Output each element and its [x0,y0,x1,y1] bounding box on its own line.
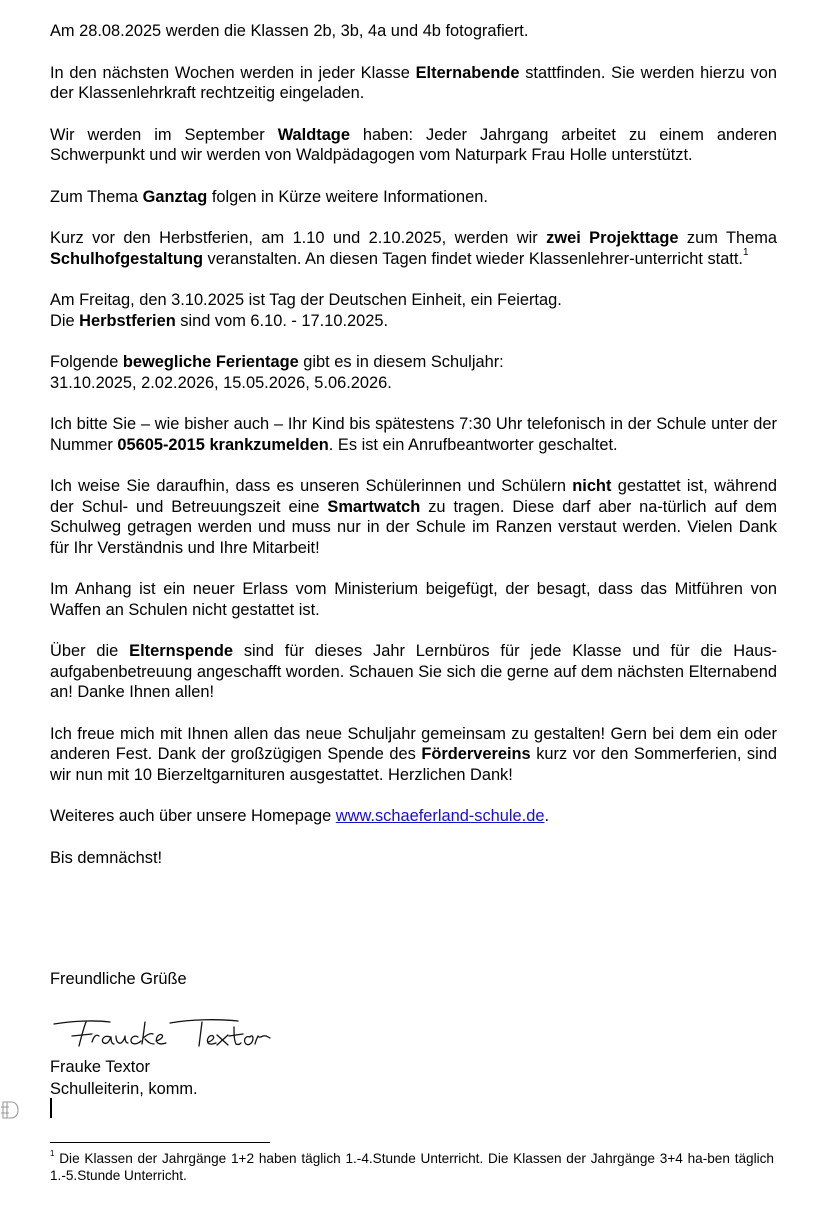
paragraph-project-days: Kurz vor den Herbstferien, am 1.10 und 2.10.2025, werden wir zwei Projekttage zum Thema Schulhofgestaltung veranstalten. An diesen Tagen findet wieder Klassenlehrer-unterricht statt.$^1$ [50,229,777,268]
paragraph-weapons-decree: Im Anhang ist ein neuer Erlass vom Ministerium beigefügt, der besagt, dass das Mitführen von Waffen an Schulen nicht gestattet ist. [50,580,777,619]
paragraph-parent-evenings: In den nächsten Wochen werden in jeder Klasse Elternabende stattfinden. Sie werden hierzu von der Klassenlehrkraft rechtzeitig eingeladen. [50,63,777,102]
sender-name: Frauke Textor [50,1058,150,1076]
closing-greeting: Freundliche Grüße [50,970,187,988]
paragraph-all-day-school: Zum Thema Ganztag folgen in Kürze weitere Informationen. [50,187,488,206]
text-cursor [50,1098,52,1118]
sender-role: Schulleiterin, komm. [50,1080,198,1098]
signature-image [52,1010,272,1056]
sender-block [50,1056,198,1100]
paragraph-smartwatch: Ich weise Sie daraufhin, dass es unseren Schülerinnen und Schülern nicht gestattet ist, während der Schul- und Betreuungszeit eine Smartwatch zu tragen. Diese darf aber na-türlich auf dem Schulweg getragen werden und muss nur in der Schule im Ranzen verstaut werden. Vielen Dank für Ihr Verständnis und Ihre Mitarbeit! [50,477,777,557]
paragraph-holidays: Am Freitag, den 3.10.2025 ist Tag der Deutschen Einheit, ein Feiertag. Die Herbstferien sind vom 6.10. - 17.10.2025. [50,291,562,330]
footnote-marker: 1 [50,1149,55,1159]
paragraph-photo-day: Am 28.08.2025 werden die Klassen 2b, 3b, 4a und 4b fotografiert. [50,22,529,40]
paragraph-flexible-days: Folgende bewegliche Ferientage gibt es in diesem Schuljahr: 31.10.2025, 2.02.2026, 15.05.2026, 5.06.2026. [50,353,504,392]
footnote [50,1150,774,1184]
homepage-link[interactable]: www.schaeferland-schule.de [335,807,545,825]
paragraph-forest-days: Wir werden im September Waldtage haben: Jeder Jahrgang arbeitet zu einem anderen Schwerpunkt und wir werden von Waldpädagogen vom Naturpark Frau Holle unterstützt. [50,125,777,164]
footnote-text: Die Klassen der Jahrgänge 1+2 haben täglich 1.-4.Stunde Unterricht. Die Klassen der Jahrgänge 3+4 ha-ben täglich 1.-5.Stunde Unterricht. [50,1151,774,1183]
paragraph-school-year: Ich freue mich mit Ihnen allen das neue Schuljahr gemeinsam zu gestalten! Gern bei dem ein oder anderen Fest. Dank der großzügigen Spende des Fördervereins kurz vor den Sommerferien, sind wir nun mit 10 Bierzeltgarnituren ausgestattet. Herzlichen Dank! [50,724,778,784]
paragraph-homepage: Weiteres auch über unsere Homepage www.schaeferland-schule.de. [50,807,549,825]
letter-body [50,21,777,868]
paragraph-parent-donation: Über die Elternspende sind für dieses Jahr Lernbüros für jede Klasse und für die Haus-aufgabenbetreuung angeschafft worden. Schauen Sie sich die gerne auf dem nächsten Elternabend an! Danke Ihnen allen! [50,642,778,701]
paragraph-farewell: Bis demnächst! [50,848,163,867]
paragraph-sick-notice: Ich bitte Sie – wie bisher auch – Ihr Kind bis spätestens 7:30 Uhr telefonisch in der Schule unter der Nummer 05605-2015 krankzumelden. Es ist ein Anrufbeantworter geschaltet. [50,415,777,454]
footnote-separator [50,1142,270,1143]
anchor-icon [0,1099,20,1121]
footnote-reference[interactable]: 1 [742,247,749,259]
